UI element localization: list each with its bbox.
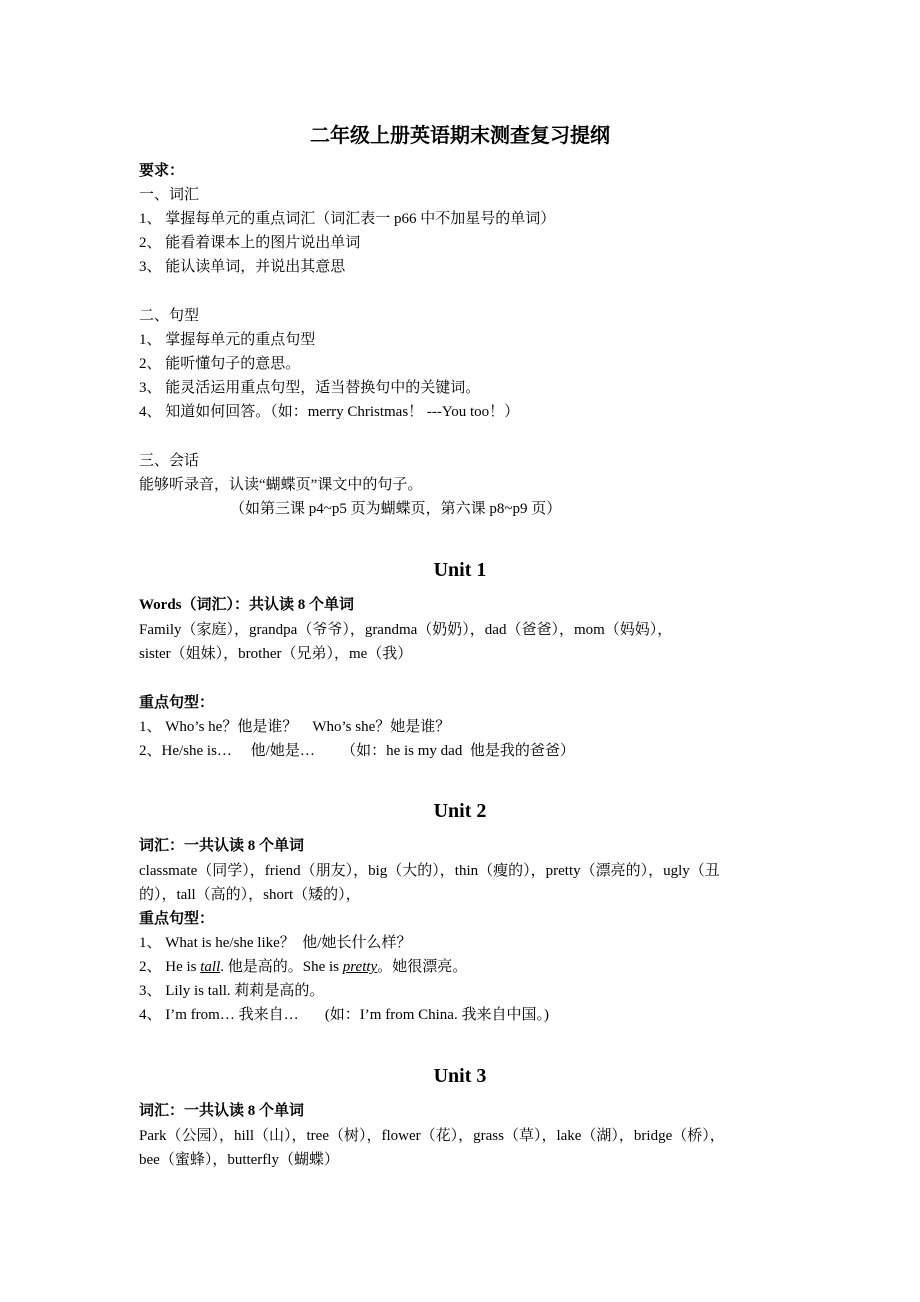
words-heading: 词汇：一共认读 8 个单词: [139, 1103, 305, 1119]
sentence-item: 2、He/she is… 他/她是… （如：he is my dad 他是我的爸爸）: [139, 743, 575, 759]
sentence-item: 1、 Who’s he？他是谁？ Who’s she？她是谁？: [139, 719, 451, 735]
unit1-title: Unit 1: [433, 559, 487, 581]
sentences-heading: 重点句型：: [139, 911, 215, 927]
section-heading: 一、词汇: [139, 187, 200, 203]
section-heading: 二、句型: [139, 308, 200, 324]
list-item: 2、 能看着课本上的图片说出单词: [139, 235, 361, 251]
words-line: Family（家庭），grandpa（爷爷），grandma（奶奶），dad（爸爸），mom（妈妈），: [139, 622, 673, 638]
emphasized-word: pretty: [342, 959, 378, 975]
sentence-item: 3、 Lily is tall. 莉莉是高的。: [139, 983, 325, 999]
sentence-item: 4、 I’m from… 我来自… (如：I’m from China. 我来自中国。): [139, 1007, 549, 1023]
list-item: 4、 知道如何回答。（如：merry Christmas！ ---You too！）: [139, 404, 520, 420]
emphasized-word: tall: [200, 959, 221, 975]
text: 。她很漂亮。: [377, 959, 468, 975]
paragraph: 能够听录音，认读“蝴蝶页”课文中的句子。: [139, 477, 423, 493]
requirements-heading: 要求：: [139, 163, 185, 179]
words-line: classmate（同学），friend（朋友），big（大的），thin（瘦的），pretty（漂亮的），ugly（丑: [139, 863, 720, 879]
unit3-title: Unit 3: [433, 1065, 487, 1087]
unit2-title: Unit 2: [433, 800, 487, 822]
words-line: sister（姐妹），brother（兄弟），me（我）: [139, 646, 413, 662]
words-line: 的），tall（高的），short（矮的），: [139, 887, 361, 903]
list-item: 2、 能听懂句子的意思。: [139, 356, 301, 372]
words-heading: Words（词汇）：共认读 8 个单词: [139, 597, 355, 613]
words-heading: 词汇：一共认读 8 个单词: [139, 838, 305, 854]
sentence-item: 1、 What is he/she like？ 他/她长什么样？: [139, 935, 412, 951]
list-item: 3、 能认读单词，并说出其意思: [139, 259, 346, 275]
list-item: 1、 掌握每单元的重点词汇（词汇表一 p66 中不加星号的单词）: [139, 211, 556, 227]
words-line: bee（蜜蜂），butterfly（蝴蝶）: [139, 1152, 339, 1168]
list-item: 1、 掌握每单元的重点句型: [139, 332, 316, 348]
words-line: Park（公园），hill（山），tree（树），flower（花），grass（草），lake（湖），bridge（桥），: [139, 1128, 725, 1144]
sentence-item: [139, 957, 467, 977]
text: . 他是高的。She is: [220, 959, 343, 975]
sentences-heading: 重点句型：: [139, 695, 215, 711]
paragraph: （如第三课 p4~p5 页为蝴蝶页，第六课 p8~p9 页）: [230, 501, 562, 517]
list-item: 3、 能灵活运用重点句型，适当替换句中的关键词。: [139, 380, 481, 396]
document-title: 二年级上册英语期末测查复习提纲: [310, 125, 610, 147]
section-heading: 三、会话: [139, 453, 200, 469]
text: 2、 He is: [139, 959, 201, 975]
